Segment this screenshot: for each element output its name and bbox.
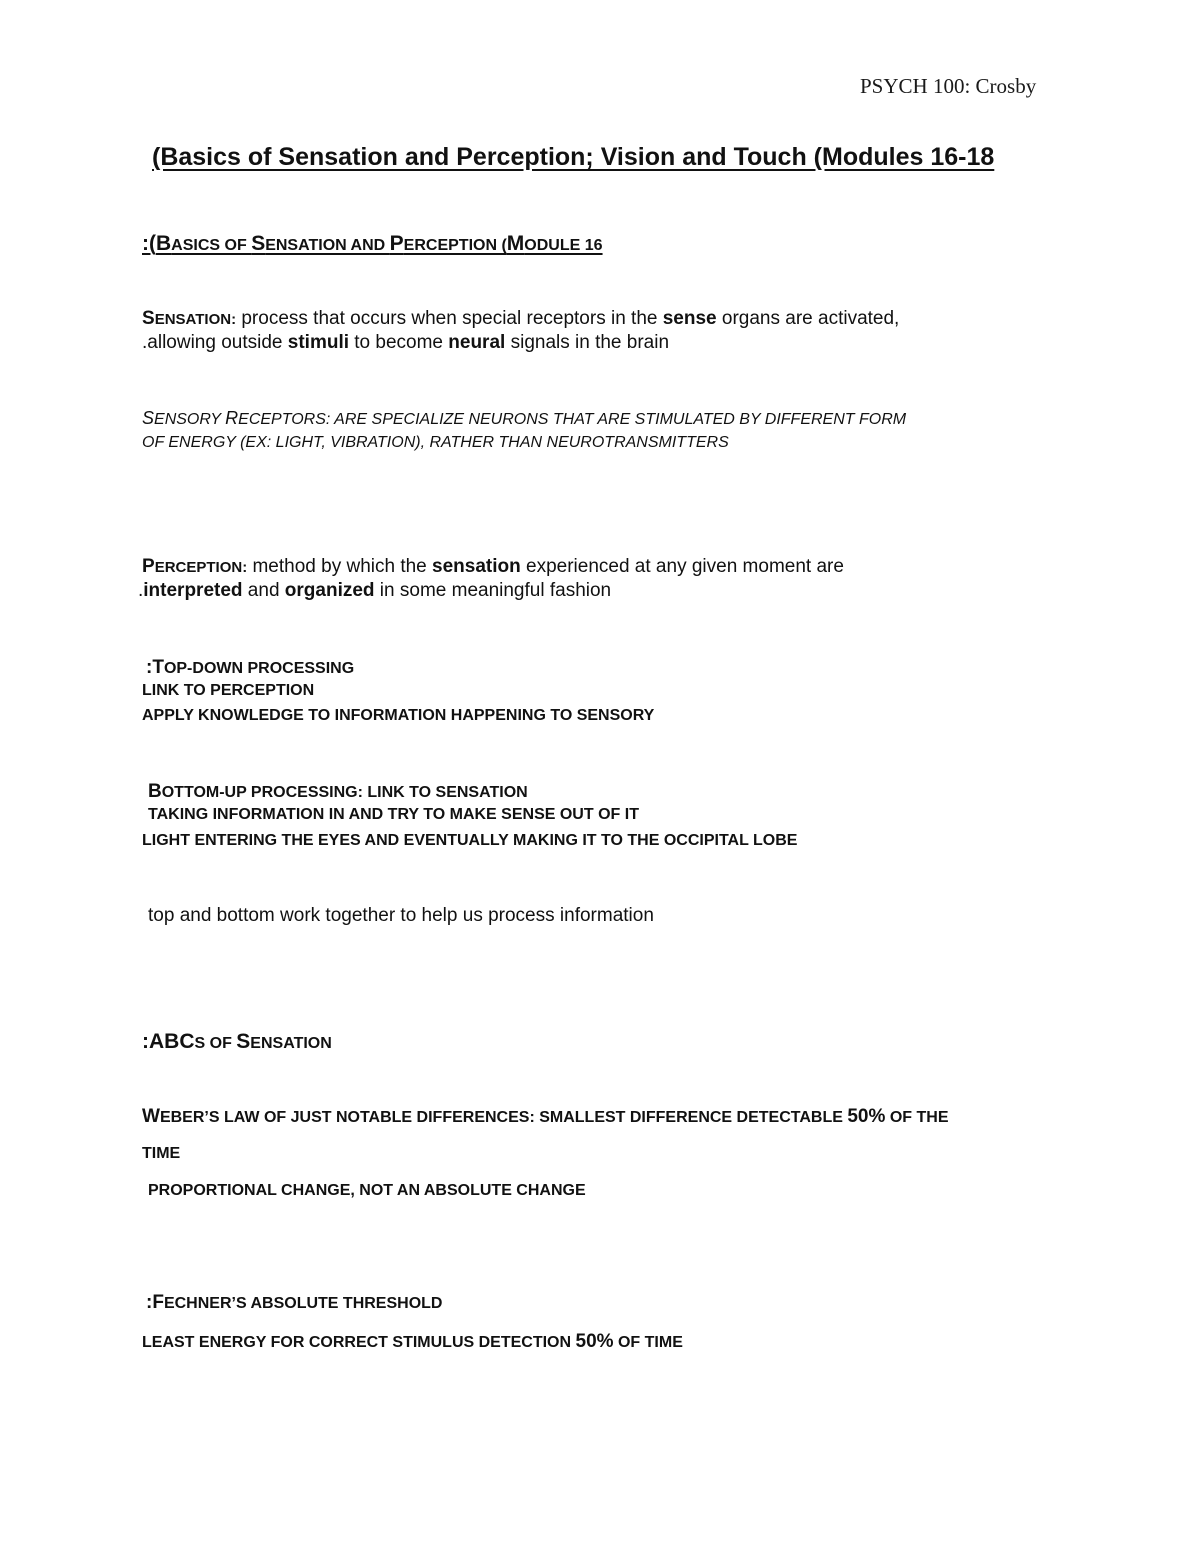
bottomup-heading: BOTTOM-UP PROCESSING: LINK TO SENSATION xyxy=(148,781,528,802)
sensation-definition-line2: .allowing outside stimuli to become neural signals in the brain xyxy=(142,332,670,353)
sensory-receptors-line2: OF ENERGY (EX: LIGHT, VIBRATION), RATHER THAN NEUROTRANSMITTERS xyxy=(142,434,729,451)
course-header: PSYCH 100: Crosby xyxy=(860,74,1037,98)
fechner-line2: LEAST ENERGY FOR CORRECT STIMULUS DETECTION 50% OF TIME xyxy=(142,1331,683,1352)
abcs-heading: :ABCS OF SENSATION xyxy=(142,1030,332,1053)
sensation-label: SENSATION: xyxy=(142,308,237,329)
perception-definition-line1: PERCEPTION: method by which the sensation experienced at any given moment are xyxy=(142,556,844,577)
module16-heading: :(BASICS OF SENSATION AND PERCEPTION (MODULE 16 xyxy=(142,232,603,255)
weber-line2: TIME xyxy=(142,1145,181,1162)
document-title: (Basics of Sensation and Perception; Vision and Touch (Modules 16-18 xyxy=(152,143,995,171)
fechner-heading: :FECHNER’S ABSOLUTE THRESHOLD xyxy=(146,1292,443,1313)
topdown-heading: :TOP-DOWN PROCESSING xyxy=(146,657,355,678)
topdown-line3: APPLY KNOWLEDGE TO INFORMATION HAPPENING TO SENSORY xyxy=(142,707,655,724)
sensory-receptors-line1: SENSORY RECEPTORS: ARE SPECIALIZE NEURONS THAT ARE STIMULATED BY DIFFERENT FORM xyxy=(142,408,907,428)
bottomup-line3: LIGHT ENTERING THE EYES AND EVENTUALLY MAKING IT TO THE OCCIPITAL LOBE xyxy=(142,832,798,849)
together-note: top and bottom work together to help us process information xyxy=(148,905,654,926)
sensation-definition-line1: SENSATION: process that occurs when special receptors in the sense organs are activated, xyxy=(142,308,900,329)
weber-line1: WEBER’S LAW OF JUST NOTABLE DIFFERENCES: SMALLEST DIFFERENCE DETECTABLE 50% OF THE xyxy=(142,1106,949,1127)
weber-line3: PROPORTIONAL CHANGE, NOT AN ABSOLUTE CHANGE xyxy=(148,1182,586,1199)
topdown-line2: LINK TO PERCEPTION xyxy=(142,682,315,699)
perception-label: PERCEPTION: xyxy=(142,556,248,577)
perception-definition-line2: .interpreted and organized in some meaningful fashion xyxy=(138,580,612,601)
bottomup-line2: TAKING INFORMATION IN AND TRY TO MAKE SENSE OUT OF IT xyxy=(148,806,639,823)
